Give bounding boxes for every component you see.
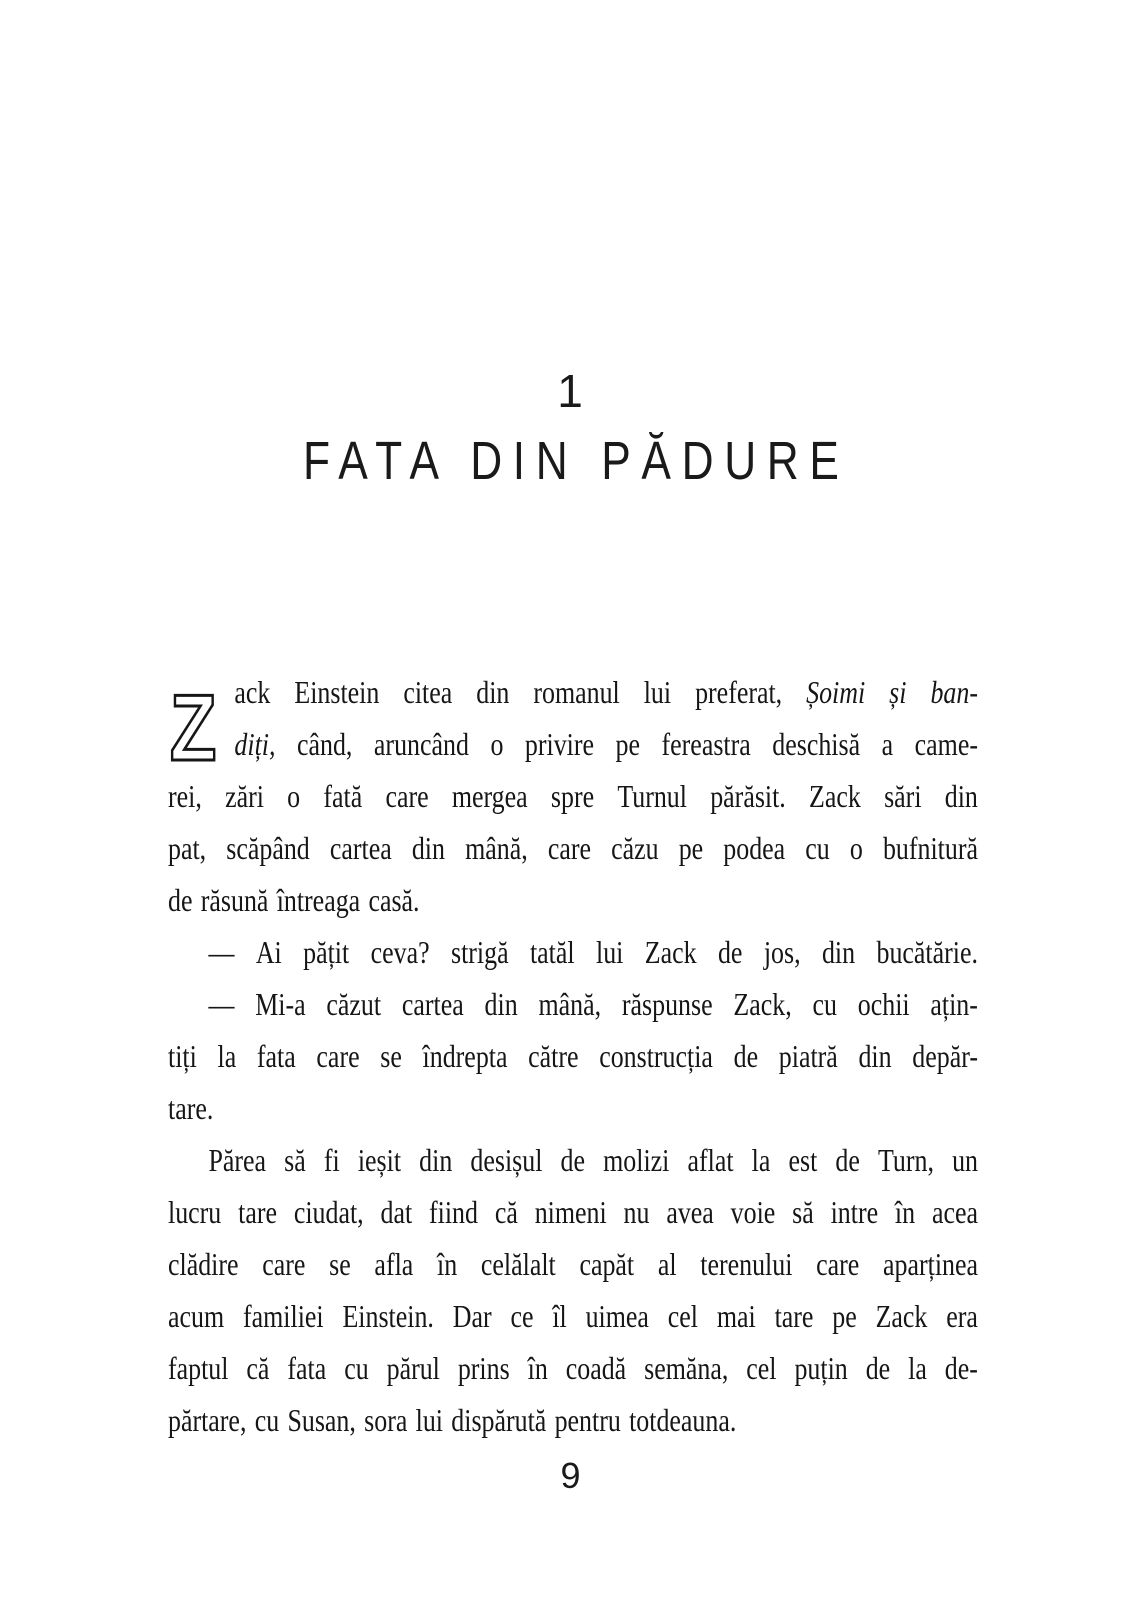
word: dat bbox=[380, 1194, 413, 1230]
word: piatră bbox=[778, 1038, 838, 1074]
word: lui bbox=[643, 674, 672, 710]
word: pe bbox=[832, 1298, 857, 1334]
word: Susan, bbox=[287, 1402, 356, 1438]
word: afla bbox=[374, 1246, 414, 1282]
word: nu bbox=[623, 1194, 650, 1230]
word: faptul bbox=[168, 1350, 229, 1386]
word: ochii bbox=[857, 986, 910, 1022]
word: că bbox=[494, 1194, 518, 1230]
word: sări bbox=[884, 778, 922, 814]
word: întreaga bbox=[276, 882, 361, 918]
word: din bbox=[821, 934, 856, 970]
word: dispărută bbox=[451, 1402, 547, 1438]
word: cu bbox=[805, 830, 830, 866]
word: o bbox=[849, 830, 863, 866]
word: voie bbox=[730, 1194, 776, 1230]
word: fata bbox=[287, 1350, 327, 1386]
word: privire bbox=[524, 726, 595, 762]
word: prins bbox=[457, 1350, 510, 1386]
word: tiți bbox=[168, 1038, 197, 1074]
word: cu bbox=[344, 1350, 369, 1386]
word: mai bbox=[716, 1298, 756, 1334]
word: căzu bbox=[611, 830, 659, 866]
word: podea bbox=[723, 830, 786, 866]
word: Zack bbox=[809, 778, 861, 814]
word: de bbox=[717, 934, 743, 970]
word: în bbox=[527, 1350, 548, 1386]
word: lucru bbox=[168, 1194, 222, 1230]
text-line bbox=[168, 1394, 978, 1446]
word: se bbox=[329, 1246, 351, 1282]
word: preferat, bbox=[695, 674, 783, 710]
word: din bbox=[476, 674, 510, 710]
word: strigă bbox=[450, 934, 509, 970]
word: Zack bbox=[644, 934, 697, 970]
word: aruncând bbox=[373, 726, 469, 762]
word: cu bbox=[254, 1402, 280, 1438]
word: care bbox=[316, 1038, 360, 1074]
word: scăpând bbox=[226, 830, 310, 866]
word: care bbox=[547, 830, 591, 866]
word-italic: și bbox=[889, 674, 907, 710]
word: să bbox=[284, 1142, 306, 1178]
word: tatăl bbox=[529, 934, 575, 970]
word: mână, bbox=[465, 830, 528, 866]
word: răsună bbox=[200, 882, 269, 918]
word: ce bbox=[510, 1298, 534, 1334]
word: răspunse bbox=[621, 986, 713, 1022]
word: Părea bbox=[208, 1142, 267, 1178]
word: din bbox=[411, 830, 445, 866]
word: care bbox=[816, 1246, 860, 1282]
word: acum bbox=[168, 1298, 225, 1334]
text-line bbox=[234, 666, 978, 718]
word: fata bbox=[256, 1038, 296, 1074]
word: din bbox=[419, 1142, 453, 1178]
text-line bbox=[234, 718, 978, 770]
word: cel bbox=[746, 1350, 777, 1386]
word: capăt bbox=[579, 1246, 635, 1282]
word: pentru bbox=[554, 1402, 621, 1438]
text-line bbox=[168, 1186, 978, 1238]
word: spre bbox=[550, 778, 595, 814]
word: bufnitură bbox=[882, 830, 978, 866]
word: părăsit. bbox=[710, 778, 786, 814]
text-line bbox=[168, 978, 978, 1030]
text-line bbox=[168, 874, 978, 926]
word: Turn, bbox=[877, 1142, 934, 1178]
word: — bbox=[208, 934, 235, 970]
word: uimea bbox=[585, 1298, 649, 1334]
word: la bbox=[751, 1142, 771, 1178]
word: ieșit bbox=[357, 1142, 402, 1178]
word: bucătărie. bbox=[876, 934, 978, 970]
word: din bbox=[944, 778, 978, 814]
word: de bbox=[733, 1038, 759, 1074]
word: Zack bbox=[875, 1298, 928, 1334]
word: o bbox=[287, 778, 301, 814]
word: pățit bbox=[303, 934, 350, 970]
word: desișul bbox=[470, 1142, 543, 1178]
word: Einstein bbox=[294, 674, 380, 710]
word: că bbox=[246, 1350, 270, 1386]
word: romanul bbox=[533, 674, 620, 710]
word: fiind bbox=[429, 1194, 478, 1230]
word: fereastra bbox=[661, 726, 751, 762]
word: când, bbox=[296, 726, 353, 762]
word: fi bbox=[323, 1142, 340, 1178]
word: era bbox=[946, 1298, 978, 1334]
text-line bbox=[168, 1082, 978, 1134]
text-line bbox=[168, 926, 978, 978]
chapter-title: FATA DIN PĂDURE bbox=[303, 431, 850, 491]
word: ciudat, bbox=[293, 1194, 364, 1230]
word: depăr- bbox=[912, 1038, 978, 1074]
text-line bbox=[168, 1238, 978, 1290]
word: intre bbox=[830, 1194, 879, 1230]
word: o bbox=[490, 726, 504, 762]
word: din bbox=[484, 986, 518, 1022]
text-line bbox=[168, 822, 978, 874]
word: semăna, bbox=[644, 1350, 729, 1386]
word: în bbox=[437, 1246, 458, 1282]
word: de- bbox=[944, 1350, 978, 1386]
word: ceva? bbox=[370, 934, 430, 970]
word: aparținea bbox=[883, 1246, 978, 1282]
word: de bbox=[168, 882, 193, 918]
word: Mi-a bbox=[255, 986, 306, 1022]
text-line bbox=[168, 770, 978, 822]
word: de bbox=[560, 1142, 586, 1178]
chapter-number: 1 bbox=[557, 365, 585, 417]
dropcap-glyph: Z bbox=[169, 686, 217, 764]
word: fată bbox=[323, 778, 363, 814]
word: celălalt bbox=[480, 1246, 556, 1282]
word: jos, bbox=[763, 934, 801, 970]
word: aflat bbox=[687, 1142, 734, 1178]
word: îndrepta bbox=[422, 1038, 508, 1074]
word: cartea bbox=[329, 830, 392, 866]
word: căzut bbox=[326, 986, 382, 1022]
word: molizi bbox=[603, 1142, 670, 1178]
word: familiei bbox=[242, 1298, 324, 1334]
word: din bbox=[858, 1038, 892, 1074]
body-text bbox=[168, 666, 978, 1446]
word: cartea bbox=[401, 986, 464, 1022]
word: ack bbox=[234, 674, 271, 710]
word: de bbox=[865, 1350, 891, 1386]
word: se bbox=[380, 1038, 402, 1074]
word: tare bbox=[774, 1298, 814, 1334]
word: al bbox=[657, 1246, 677, 1282]
word: deschisă bbox=[772, 726, 861, 762]
word: avea bbox=[666, 1194, 714, 1230]
word: care bbox=[385, 778, 429, 814]
word-italic: Șoimi bbox=[806, 674, 866, 710]
word: Zack, bbox=[733, 986, 792, 1022]
word: îl bbox=[552, 1298, 567, 1334]
word-italic: diți, bbox=[234, 726, 276, 762]
word: rei, bbox=[168, 778, 202, 814]
word: zări bbox=[225, 778, 264, 814]
text-line bbox=[168, 1342, 978, 1394]
word: citea bbox=[403, 674, 453, 710]
dropcap-letter-z bbox=[168, 686, 218, 764]
text-line bbox=[168, 1290, 978, 1342]
word: tare. bbox=[168, 1090, 214, 1126]
word: coadă bbox=[565, 1350, 627, 1386]
word: către bbox=[528, 1038, 579, 1074]
text-line bbox=[168, 1030, 978, 1082]
page-number: 9 bbox=[560, 1455, 582, 1496]
word: un bbox=[952, 1142, 978, 1178]
word: terenului bbox=[700, 1246, 793, 1282]
word: acea bbox=[931, 1194, 978, 1230]
word: casă. bbox=[368, 882, 420, 918]
text-line bbox=[168, 1134, 978, 1186]
word: la bbox=[908, 1350, 927, 1386]
word: tare bbox=[238, 1194, 277, 1230]
word: Dar bbox=[452, 1298, 492, 1334]
word: Turnul bbox=[617, 778, 687, 814]
word: clădire bbox=[168, 1246, 239, 1282]
word: părtare, bbox=[168, 1402, 247, 1438]
word: came- bbox=[914, 726, 978, 762]
word: lui bbox=[595, 934, 624, 970]
word: mână, bbox=[538, 986, 602, 1022]
word: a bbox=[881, 726, 894, 762]
word: pe bbox=[678, 830, 704, 866]
word: cu bbox=[812, 986, 837, 1022]
word: de bbox=[835, 1142, 860, 1178]
word: să bbox=[792, 1194, 814, 1230]
word-italic: ban- bbox=[930, 674, 978, 710]
word: părul bbox=[386, 1350, 440, 1386]
word: Einstein. bbox=[342, 1298, 434, 1334]
word: în bbox=[894, 1194, 916, 1230]
word: puțin bbox=[794, 1350, 848, 1386]
word: totdeauna. bbox=[629, 1402, 737, 1438]
word: pat, bbox=[168, 830, 207, 866]
word: Ai bbox=[255, 934, 282, 970]
word: pe bbox=[615, 726, 641, 762]
word: est bbox=[788, 1142, 818, 1178]
word: mergea bbox=[451, 778, 528, 814]
word: lui bbox=[415, 1402, 443, 1438]
word: care bbox=[262, 1246, 306, 1282]
word: construcția bbox=[599, 1038, 713, 1074]
word: la bbox=[217, 1038, 237, 1074]
word: sora bbox=[364, 1402, 408, 1438]
word: cel bbox=[667, 1298, 698, 1334]
word: — bbox=[208, 986, 235, 1022]
word: nimeni bbox=[534, 1194, 607, 1230]
word: ațin- bbox=[930, 986, 978, 1022]
